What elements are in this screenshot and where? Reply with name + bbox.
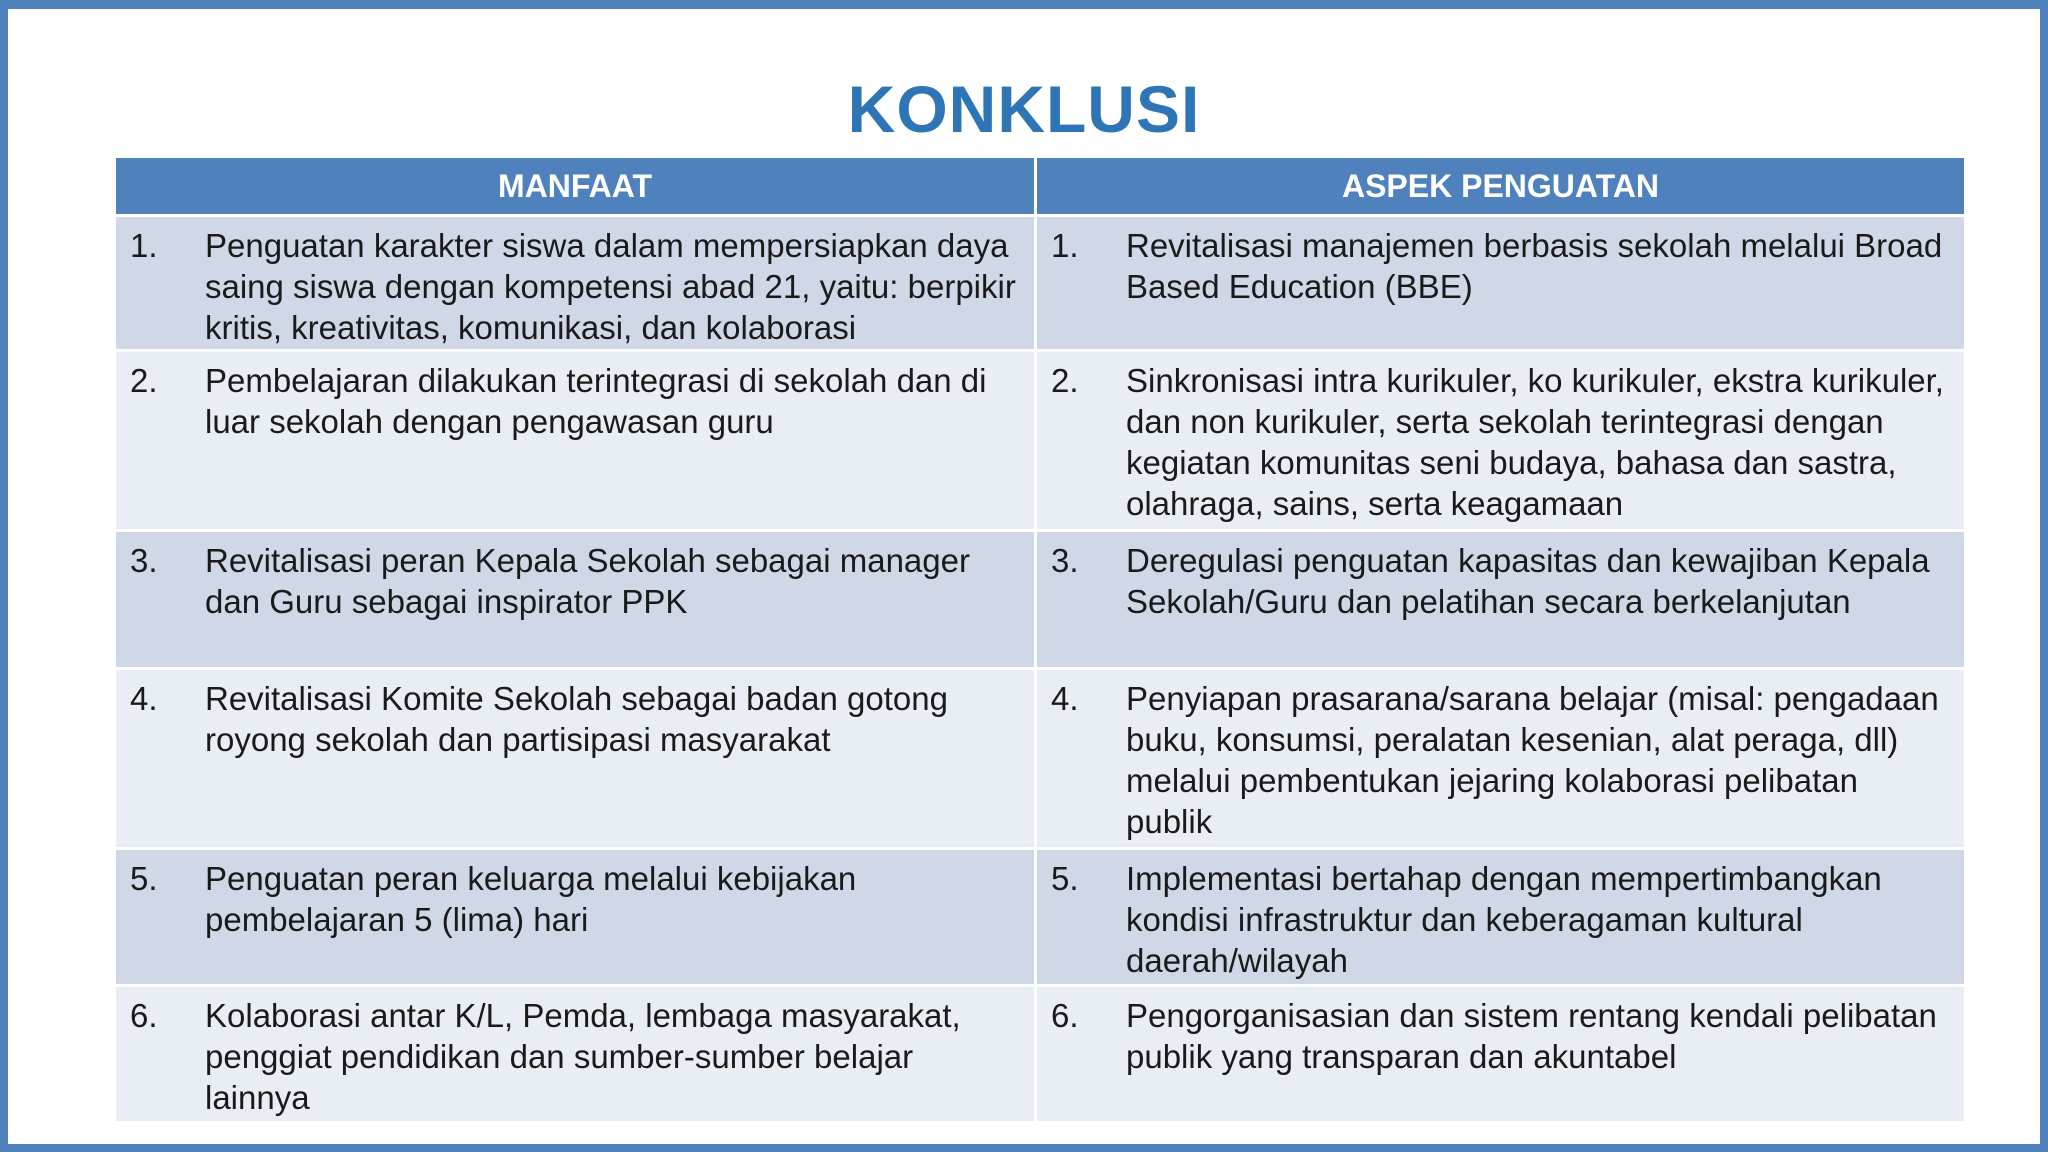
manfaat-cell (116, 532, 1034, 667)
table-row (116, 850, 1964, 984)
page-title: KONKLUSI (847, 72, 1201, 146)
table-row (116, 217, 1964, 349)
table-header-row (116, 158, 1964, 214)
manfaat-cell (116, 352, 1034, 529)
table-row (116, 352, 1964, 529)
aspek-cell (1037, 850, 1964, 984)
manfaat-cell (116, 670, 1034, 847)
aspek-cell (1037, 532, 1964, 667)
item-number: 6. (1051, 997, 1079, 1034)
item-number: 1. (1051, 227, 1079, 264)
aspek-cell (1037, 670, 1964, 847)
konklusi-table (113, 155, 1967, 1124)
item-number: 5. (1051, 860, 1079, 897)
manfaat-text: Penguatan karakter siswa dalam mempersiapkan daya saing siswa dengan kompetensi abad 21, yaitu: berpikir kritis, kreativitas, komunikasi, dan kolaborasi (205, 227, 1016, 346)
item-number: 5. (130, 860, 158, 897)
table-row (116, 670, 1964, 847)
aspek-text: Penyiapan prasarana/sarana belajar (misal: pengadaan buku, konsumsi, peralatan kesenian, alat peraga, dll) melalui pembentukan jejaring kolaborasi pelibatan publik (1126, 680, 1939, 840)
aspek-text: Implementasi bertahap dengan mempertimbangkan kondisi infrastruktur dan keberagaman kultural daerah/wilayah (1126, 860, 1882, 979)
item-number: 2. (1051, 362, 1079, 399)
manfaat-text: Revitalisasi peran Kepala Sekolah sebagai manager dan Guru sebagai inspirator PPK (205, 542, 970, 620)
manfaat-text: Kolaborasi antar K/L, Pemda, lembaga masyarakat, penggiat pendidikan dan sumber-sumber belajar lainnya (205, 997, 961, 1116)
manfaat-text: Revitalisasi Komite Sekolah sebagai badan gotong royong sekolah dan partisipasi masyarakat (205, 680, 948, 758)
item-number: 4. (130, 680, 158, 717)
item-number: 3. (1051, 542, 1079, 579)
aspek-text: Deregulasi penguatan kapasitas dan kewajiban Kepala Sekolah/Guru dan pelatihan secara berkelanjutan (1126, 542, 1930, 620)
item-number: 6. (130, 997, 158, 1034)
aspek-cell (1037, 217, 1964, 349)
manfaat-text: Penguatan peran keluarga melalui kebijakan pembelajaran 5 (lima) hari (205, 860, 857, 938)
header-manfaat: MANFAAT (116, 158, 1034, 214)
manfaat-cell (116, 217, 1034, 349)
item-number: 1. (130, 227, 158, 264)
aspek-cell (1037, 987, 1964, 1121)
manfaat-cell (116, 850, 1034, 984)
table-row (116, 532, 1964, 667)
item-number: 3. (130, 542, 158, 579)
aspek-text: Pengorganisasian dan sistem rentang kendali pelibatan publik yang transparan dan akuntabel (1126, 997, 1937, 1075)
item-number: 4. (1051, 680, 1079, 717)
table-row (116, 987, 1964, 1121)
aspek-text: Revitalisasi manajemen berbasis sekolah melalui Broad Based Education (BBE) (1126, 227, 1943, 305)
header-aspek-penguatan: ASPEK PENGUATAN (1037, 158, 1964, 214)
manfaat-text: Pembelajaran dilakukan terintegrasi di sekolah dan di luar sekolah dengan pengawasan guru (205, 362, 987, 440)
aspek-cell (1037, 352, 1964, 529)
manfaat-cell (116, 987, 1034, 1121)
item-number: 2. (130, 362, 158, 399)
aspek-text: Sinkronisasi intra kurikuler, ko kurikuler, ekstra kurikuler, dan non kurikuler, serta sekolah terintegrasi dengan kegiatan komunitas seni budaya, bahasa dan sastra, olahraga, sains, serta keagamaan (1126, 362, 1944, 522)
